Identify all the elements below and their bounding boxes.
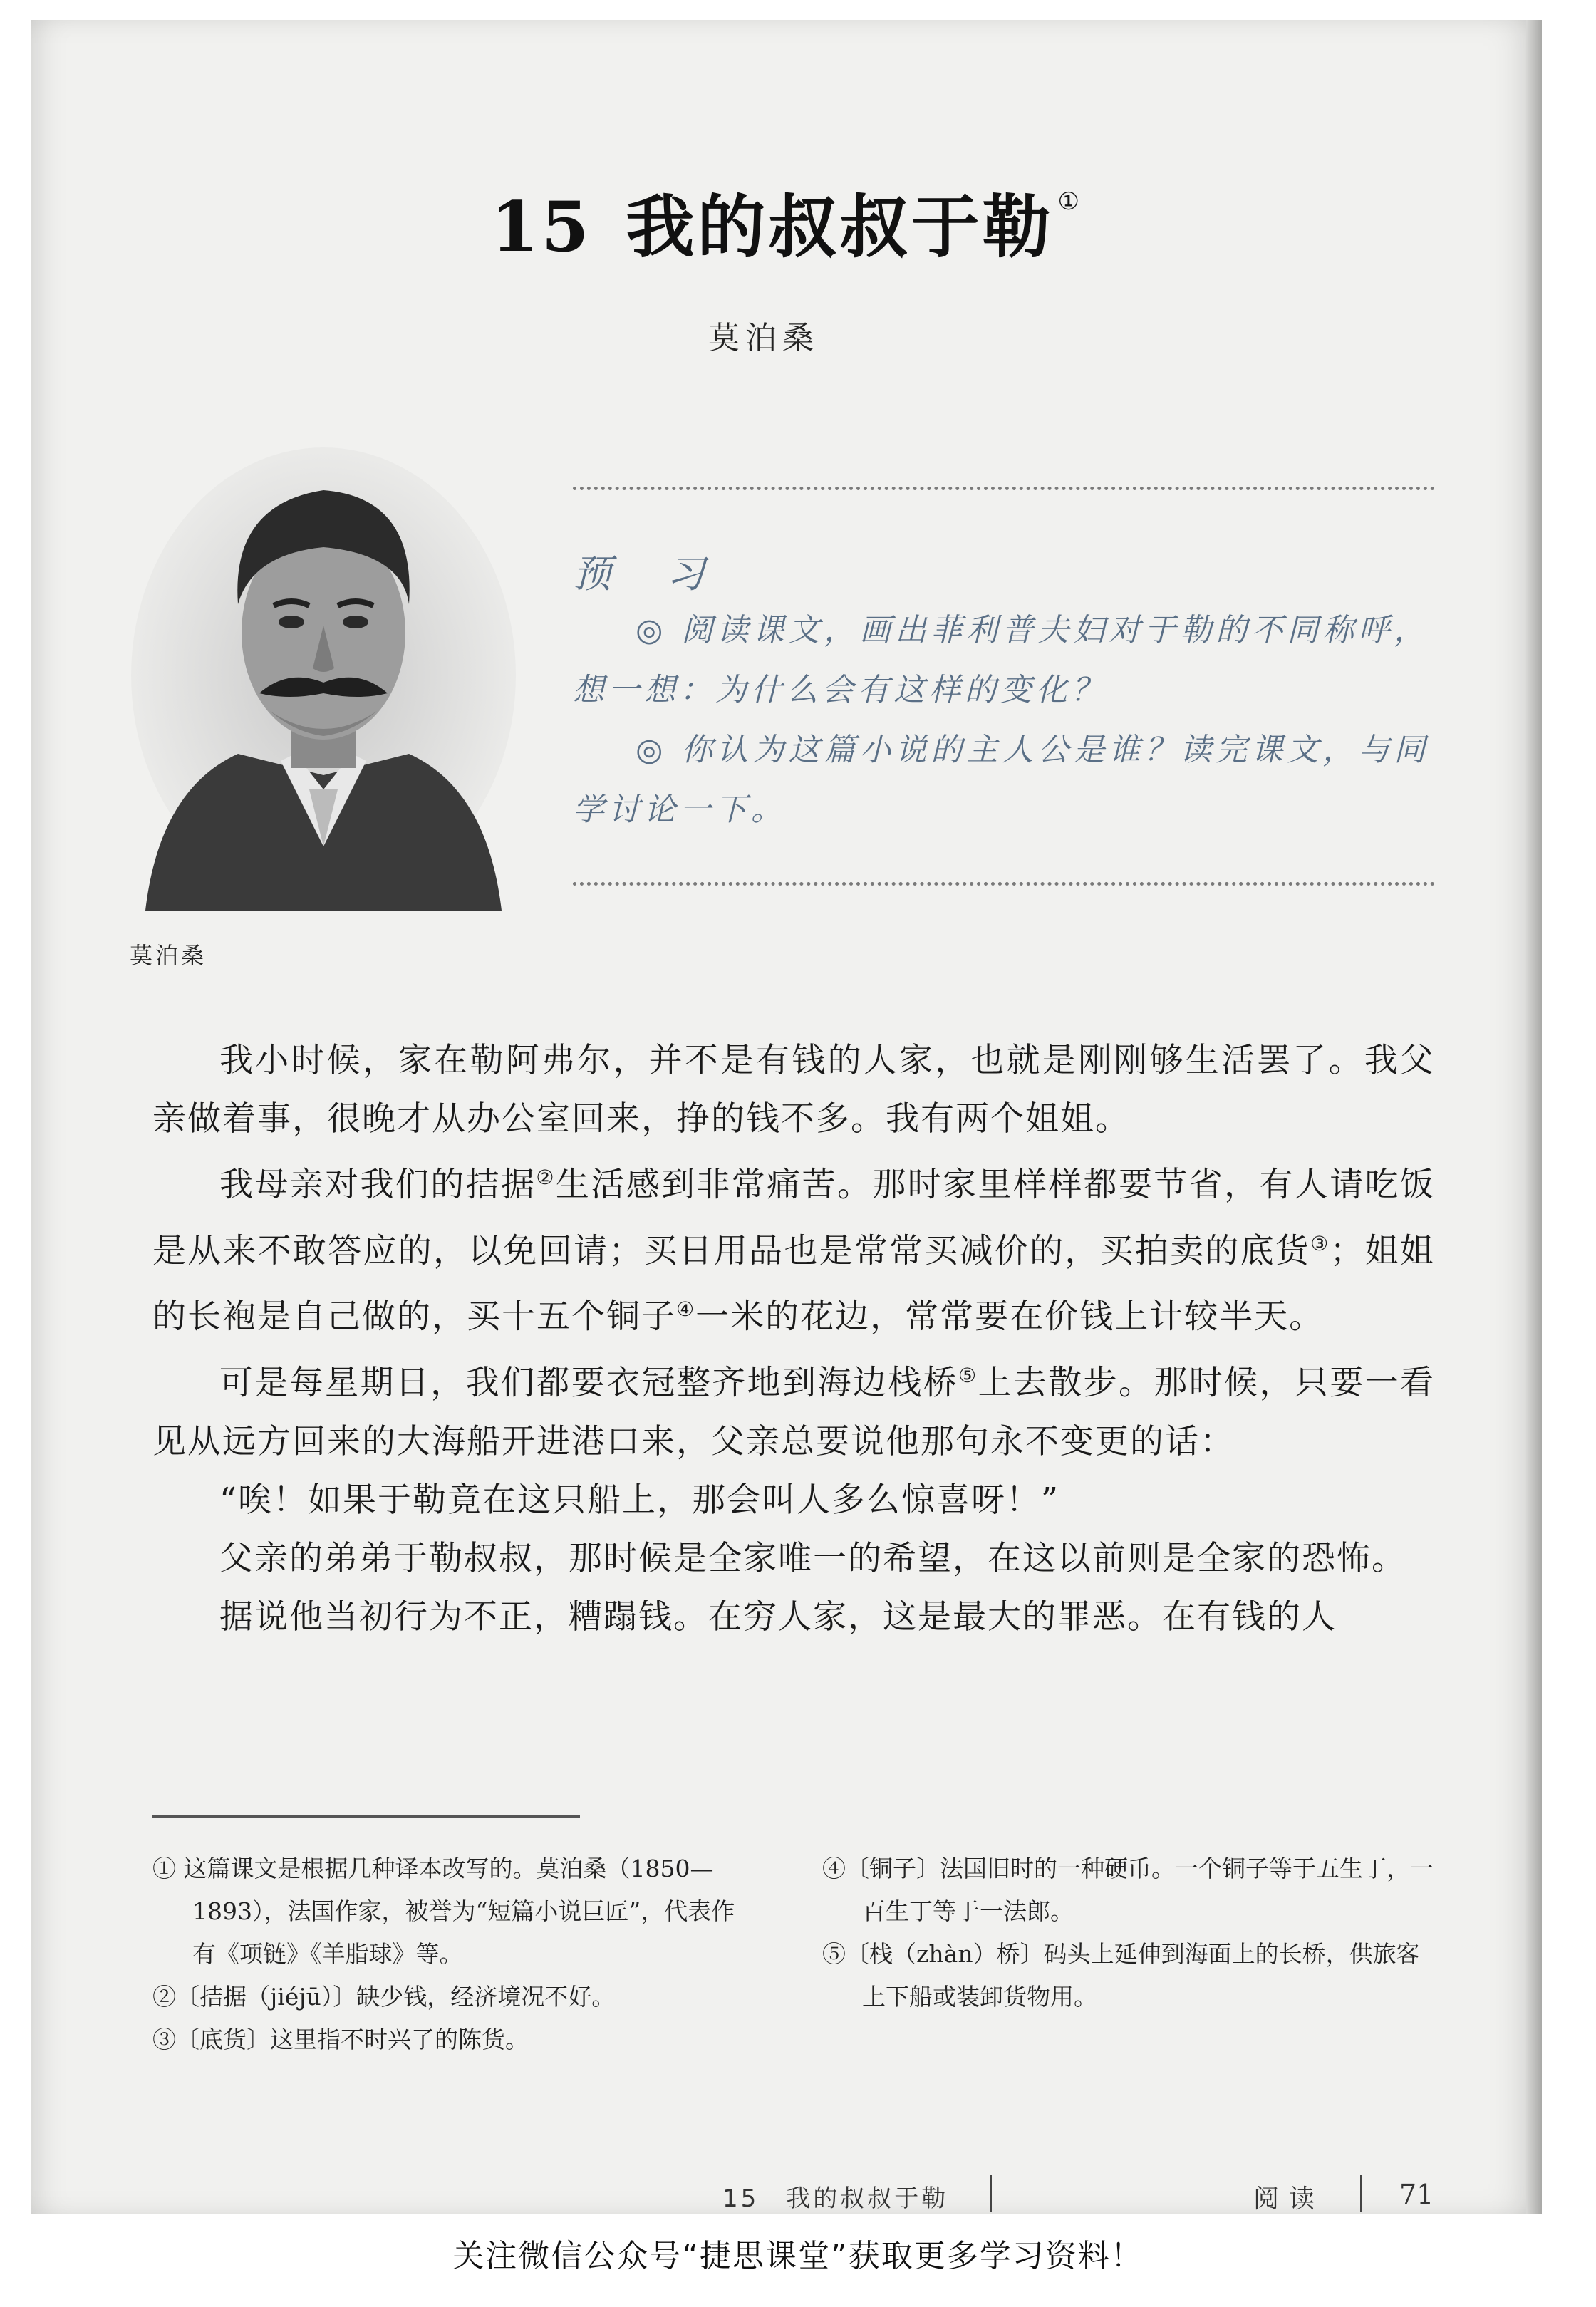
lesson-title [31, 173, 1542, 271]
preview-top-divider [573, 487, 1435, 490]
bullet-icon: ◎ [636, 732, 668, 768]
footnote-mark: ⑤ [958, 1363, 978, 1387]
footnote-rule [152, 1815, 580, 1818]
author-portrait-image [117, 419, 516, 911]
paragraph: 据说他当初行为不正，糟蹋钱。在穷人家，这是最大的罪恶。在有钱的人 [219, 1597, 1337, 1637]
paragraph: 我母亲对我们的拮据②生活感到非常痛苦。那时家里样样都要节省，有人请吃饭是从来不敢答应的，以免回请；买日用品也是常常买减价的，买拍卖的底货③；姐姐的长袍是自己做的，买十五个铜子④一米的花边，常常要在价钱上计较半天。 [152, 1165, 1436, 1337]
lesson-title-text: 我的叔叔于勒 [626, 187, 1054, 267]
footnote-mark: ③ [1310, 1231, 1330, 1255]
preview-bottom-divider [573, 882, 1435, 886]
preview-box [573, 601, 1435, 840]
paragraph: 可是每星期日，我们都要衣冠整齐地到海边栈桥⑤上去散步。那时候，只要一看见从远方回来的大海船开进港口来，父亲总要说他那句永不变更的话： [152, 1363, 1436, 1461]
page-number: 71 [1399, 2179, 1434, 2210]
footnote: ③〔底货〕这里指不时兴了的陈货。 [152, 2026, 529, 2053]
preview-item: ◎ 你认为这篇小说的主人公是谁？读完课文，与同学讨论一下。 [573, 732, 1430, 828]
paragraph: 父亲的弟弟于勒叔叔，那时候是全家唯一的希望，在这以前则是全家的恐怖。 [219, 1538, 1406, 1578]
footnote: ⑤〔栈（zhàn）桥〕码头上延伸到海面上的长桥，供旅客上下船或装卸货物用。 [822, 1940, 1420, 2011]
running-head-section: 阅读 [1253, 2184, 1325, 2214]
textbook-page [31, 20, 1542, 2214]
story-body [152, 1032, 1435, 1647]
footnote: ④〔铜子〕法国旧时的一种硬币。一个铜子等于五生丁，一百生丁等于一法郎。 [822, 1855, 1434, 1925]
footnote: ②〔拮据（jiéjū）〕缺少钱，经济境况不好。 [152, 1983, 616, 2011]
preview-heading: 预 习 [573, 551, 727, 596]
paragraph: 我小时候，家在勒阿弗尔，并不是有钱的人家，也就是刚刚够生活罢了。我父亲做着事，很晚才从办公室回来，挣的钱不多。我有两个姐姐。 [152, 1041, 1435, 1139]
running-head-title: 15 我的叔叔于勒 [722, 2184, 949, 2213]
paragraph: “唉！如果于勒竟在这只船上，那会叫人多么惊喜呀！” [219, 1480, 1060, 1520]
running-head-divider [1360, 2175, 1362, 2212]
footnote: ① 这篇课文是根据几种译本改写的。莫泊桑（1850—1893），法国作家，被誉为“短篇小说巨匠”，代表作有《项链》《羊脂球》等。 [152, 1855, 735, 1968]
title-footnote-mark: ① [1057, 187, 1083, 216]
lesson-number: 15 [490, 187, 592, 267]
watermark-text: 关注微信公众号“捷思课堂”获取更多学习资料！ [452, 2238, 1144, 2274]
footnotes-right [822, 1847, 1435, 2018]
running-head-divider [990, 2175, 992, 2212]
portrait-caption: 莫泊桑 [130, 942, 207, 969]
author-name: 莫泊桑 [708, 320, 819, 356]
footnote-mark: ② [536, 1166, 556, 1189]
footnotes-left [152, 1847, 758, 2061]
preview-item: ◎ 阅读课文，画出菲利普夫妇对于勒的不同称呼，想一想：为什么会有这样的变化？ [573, 612, 1430, 708]
footnote-mark: ④ [676, 1297, 696, 1322]
page-edge-shadow [1526, 20, 1542, 2214]
bullet-icon: ◎ [636, 612, 668, 648]
